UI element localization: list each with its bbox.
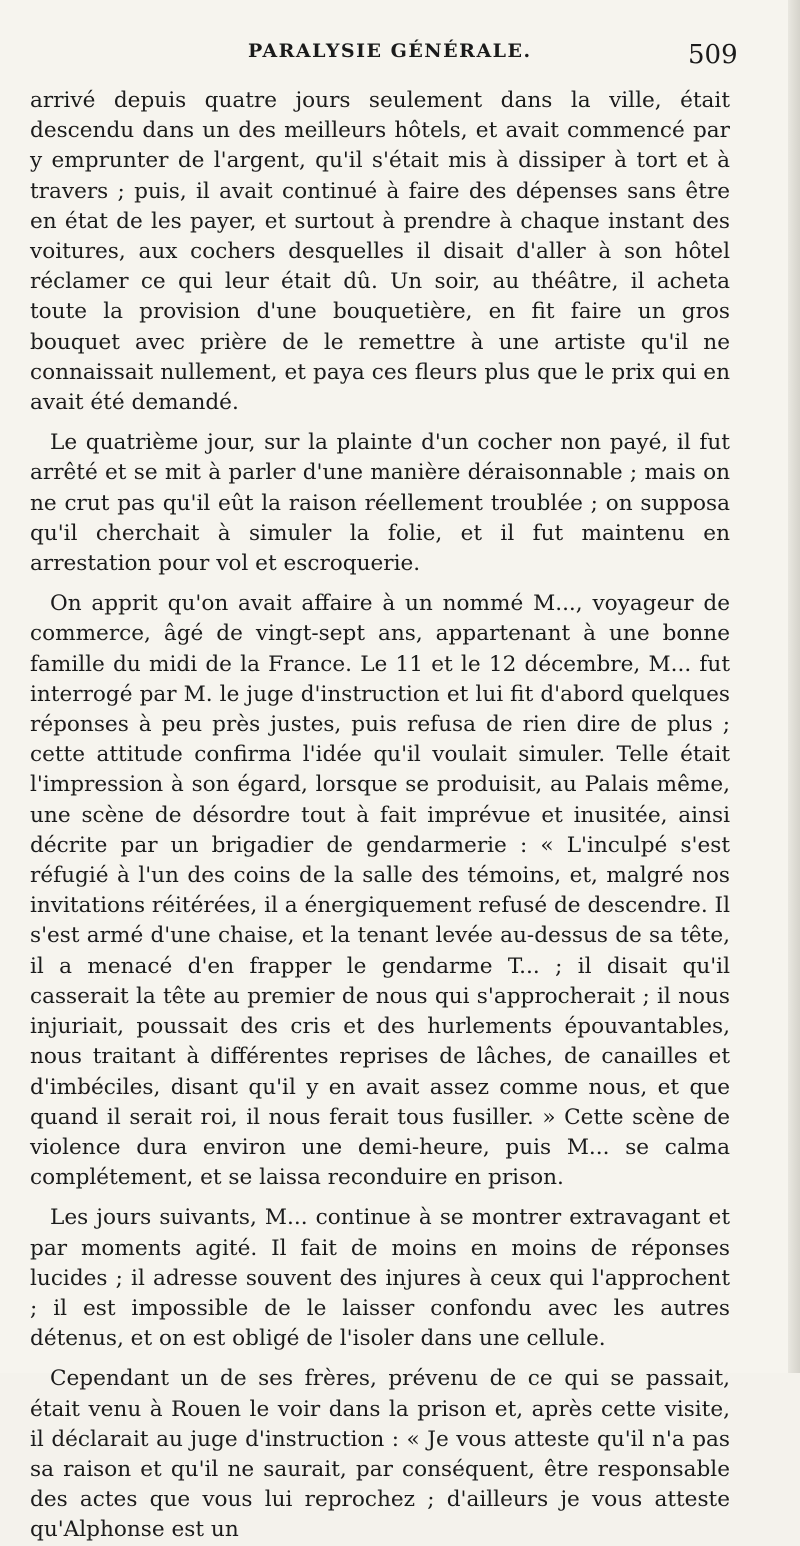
- paragraph: Le quatrième jour, sur la plainte d'un cocher non payé, il fut arrêté et se mit à parler d'une manière déraisonnable ; mais on ne crut pas qu'il eût la raison réellement troublée ; on supposa qu'il cherchait à simuler la folie, et il fut maintenu en arrestation pour vol et escroquerie.: [30, 430, 730, 577]
- paragraph: Cependant un de ses frères, prévenu de ce qui se passait, était venu à Rouen le voir dans la prison et, après cette visite, il déclarait au juge d'instruction : « Je vous atteste qu'il n'a pas sa raison et qu'il ne saurait, par conséquent, être responsable des actes que vous lui reprochez ; d'ailleurs je vous atteste qu'Alphonse est un: [30, 1366, 730, 1543]
- page-number: 509: [688, 40, 738, 70]
- running-title: PARALYSIE GÉNÉRALE.: [248, 40, 532, 62]
- running-header: [0, 38, 800, 78]
- paragraph: On apprit qu'on avait affaire à un nommé M..., voyageur de commerce, âgé de vingt-sept ans, appartenant à une bonne famille du midi de la France. Le 11 et le 12 décembre, M... fut interrogé par M. le juge d'instruction et lui fit d'abord quelques réponses à peu près justes, puis refusa de rien dire de plus ; cette attitude confirma l'idée qu'il voulait simuler. Telle était l'impression à son égard, lorsque se produisit, au Palais même, une scène de désordre tout à fait imprévue et inusitée, ainsi décrite par un brigadier de gendarmerie : « L'inculpé s'est réfugié à l'un des coins de la salle des témoins, et, malgré nos invitations réitérées, il a énergiquement refusé de descendre. Il s'est armé d'une chaise, et la tenant levée au-dessus de sa tête, il a menacé d'en frapper le gendarme T... ; il disait qu'il casserait la tête au premier de nous qui s'approcherait ; il nous injuriait, poussait des cris et des hurlements épouvantables, nous traitant à différentes reprises de lâches, de canailles et d'imbéciles, disant qu'il y en avait assez comme nous, et que quand il serait roi, il nous ferait tous fusiller. » Cette scène de violence dura environ une demi-heure, puis M... se calma complétement, et se laissa reconduire en prison.: [30, 591, 730, 1191]
- paragraph-continuation: arrivé depuis quatre jours seulement dans la ville, était descendu dans un des meilleurs hôtels, et avait commencé par y emprunter de l'argent, qu'il s'était mis à dissiper à tort et à travers ; puis, il avait continué à faire des dépenses sans être en état de les payer, et surtout à prendre à chaque instant des voitures, aux cochers desquelles il disait d'aller à son hôtel réclamer ce qui leur était dû. Un soir, au théâtre, il acheta toute la provision d'une bouquetière, en fit faire un gros bouquet avec prière de le remettre à une artiste qu'il ne connaissait nullement, et paya ces fleurs plus que le prix qui en avait été demandé.: [30, 88, 730, 416]
- body-text: [30, 86, 730, 1546]
- page-edge: [788, 0, 800, 1373]
- paragraph: Les jours suivants, M... continue à se montrer extravagant et par moments agité. Il fait de moins en moins de réponses lucides ; il adresse souvent des injures à ceux qui l'approchent ; il est impossible de le laisser confondu avec les autres détenus, et on est obligé de l'isoler dans une cellule.: [30, 1205, 730, 1352]
